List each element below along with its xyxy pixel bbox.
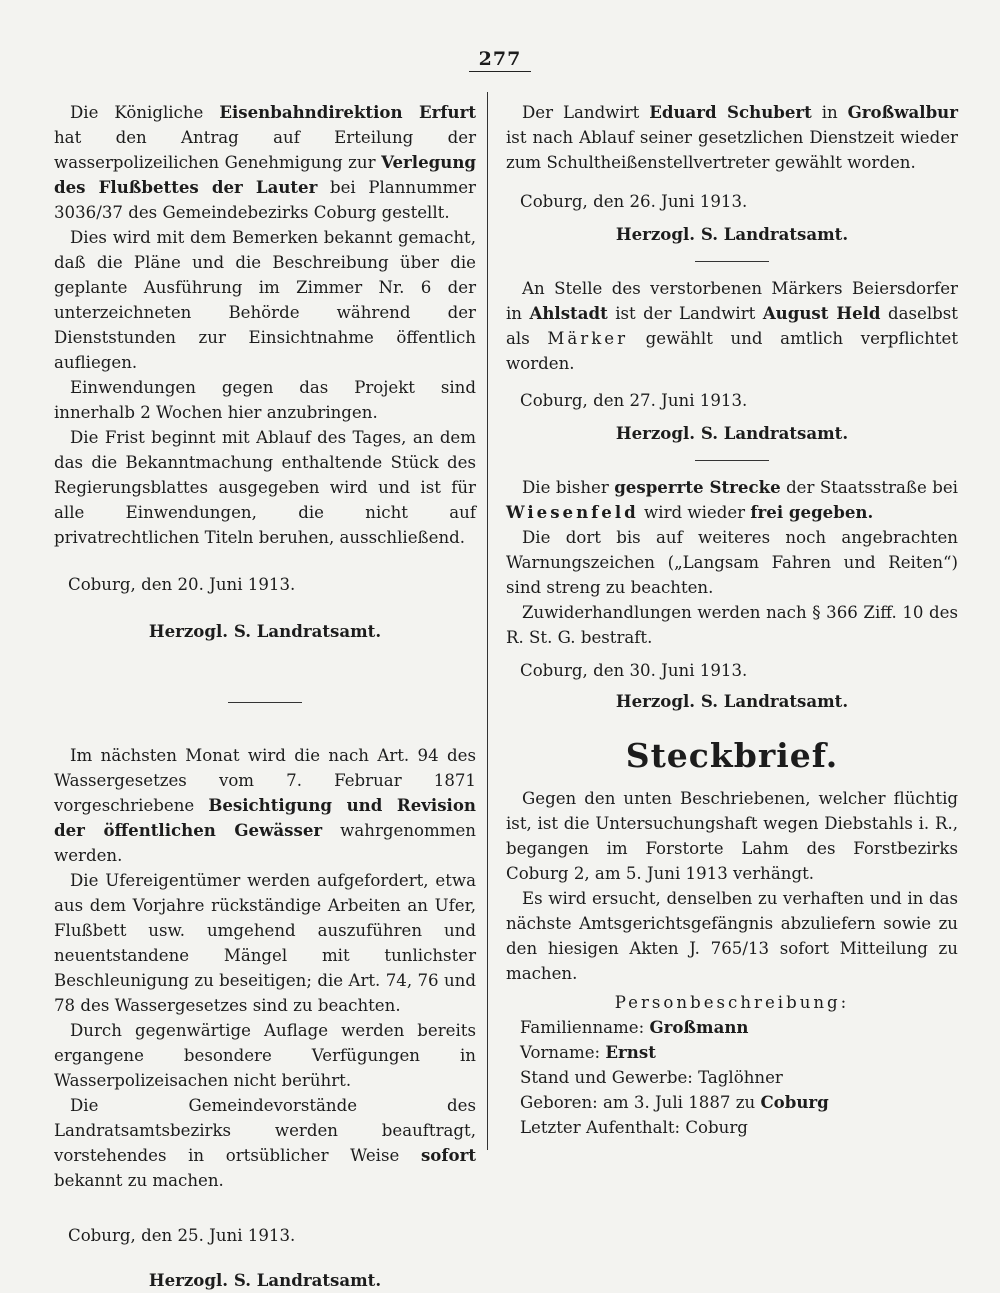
- page-number: 277: [0, 48, 1000, 72]
- notice-flussbett: [54, 100, 476, 644]
- notice-signature: Herzogl. S. Landratsamt.: [615, 423, 849, 443]
- notice-date: Coburg, den 26. Juni 1913.: [520, 192, 748, 211]
- stand-line: Stand und Gewerbe: Taglöhner: [520, 1068, 783, 1087]
- notice-paragraph: Der Landwirt Eduard Schubert in Großwalbur ist nach Ablauf seiner gesetzlichen Dienstzeit wieder zum Schultheißenstellvertreter gewählt worden.: [506, 102, 958, 172]
- right-column: [506, 100, 958, 1140]
- aufenthalt-line: Letzter Aufenthalt: Coburg: [520, 1118, 748, 1137]
- notice-date: Coburg, den 20. Juni 1913.: [68, 575, 296, 594]
- notice-signature: Herzogl. S. Landratsamt.: [615, 691, 849, 711]
- notice-gewaesser-revision: [54, 743, 476, 1293]
- notice-date: Coburg, den 27. Juni 1913.: [520, 391, 748, 410]
- notice-paragraph: Die dort bis auf weiteres noch angebrachten Warnungszeichen („Langsam Fahren und Reiten“) sind streng zu beachten.: [506, 528, 958, 597]
- column-divider: [487, 92, 488, 1150]
- notice-paragraph: Dies wird mit dem Bemerken bekannt gemacht, daß die Pläne und die Beschreibung über die geplante Ausführung im Zimmer Nr. 6 der unterzeichneten Behörde während der Dienststunden zur Einsichtnahme öffentlich aufliegen.: [54, 228, 476, 372]
- notice-signature: Herzogl. S. Landratsamt.: [148, 1270, 382, 1290]
- notice-maerker: [506, 276, 958, 446]
- notice-paragraph: Zuwiderhandlungen werden nach § 366 Ziff. 10 des R. St. G. bestraft.: [506, 603, 958, 647]
- notice-paragraph: Die bisher gesperrte Strecke der Staatsstraße bei Wiesenfeld wird wieder frei gegeben.: [506, 477, 958, 522]
- notice-schultheiss: [506, 100, 958, 247]
- notice-paragraph: Die Ufereigentümer werden aufgefordert, etwa aus dem Vorjahre rückständige Arbeiten an Ufer, Flußbett usw. umgehend auszuführen und neuentstandene Mängel mit tunlichster Beschleunigung zu beseitigen; die Art. 74, 76 und 78 des Wassergesetzes sind zu beachten.: [54, 871, 476, 1015]
- notice-paragraph: Die Frist beginnt mit Ablauf des Tages, an dem das die Bekanntmachung enthaltende Stück des Regierungsblattes ausgegeben wird und ist für alle Einwendungen, die nicht auf privatrechtlichen Titeln beruhen, ausschließend.: [54, 428, 476, 547]
- notice-date: Coburg, den 30. Juni 1913.: [520, 661, 748, 680]
- notice-date: Coburg, den 25. Juni 1913.: [68, 1226, 296, 1245]
- personbeschreibung-heading: Personbeschreibung:: [614, 993, 850, 1012]
- familienname-line: Familienname: Großmann: [520, 1017, 749, 1037]
- notice-paragraph: Im nächsten Monat wird die nach Art. 94 des Wassergesetzes vom 7. Februar 1871 vorgeschriebene Besichtigung und Revision der öffentlichen Gewässer wahrgenommen werden.: [54, 746, 476, 865]
- notice-steckbrief: [506, 786, 958, 1140]
- steckbrief-title: Steckbrief.: [625, 736, 839, 775]
- notice-signature: Herzogl. S. Landratsamt.: [148, 621, 382, 641]
- notice-signature: Herzogl. S. Landratsamt.: [615, 224, 849, 244]
- separator-rule: [228, 702, 302, 703]
- notice-strasse-freigabe: [506, 475, 958, 714]
- vorname-line: Vorname: Ernst: [520, 1042, 656, 1062]
- left-column: [54, 100, 476, 1293]
- notice-paragraph: Einwendungen gegen das Projekt sind innerhalb 2 Wochen hier anzubringen.: [54, 378, 476, 422]
- notice-paragraph: Die Gemeindevorstände des Landratsamtsbezirks werden beauftragt, vorstehendes in ortsüblicher Weise sofort bekannt zu machen.: [54, 1096, 476, 1190]
- notice-paragraph: Gegen den unten Beschriebenen, welcher flüchtig ist, ist die Untersuchungshaft wegen Diebstahls i. R., begangen im Forstorte Lahm des Forstbezirks Coburg 2, am 5. Juni 1913 verhängt.: [506, 789, 958, 883]
- notice-paragraph: An Stelle des verstorbenen Märkers Beiersdorfer in Ahlstadt ist der Landwirt August Held daselbst als Märker gewählt und amtlich verpflichtet worden.: [506, 279, 958, 373]
- notice-paragraph: Es wird ersucht, denselben zu verhaften und in das nächste Amtsgerichtsgefängnis abzuliefern sowie zu den hiesigen Akten J. 765/13 sofort Mitteilung zu machen.: [506, 889, 958, 983]
- geboren-line: Geboren: am 3. Juli 1887 zu Coburg: [520, 1092, 829, 1112]
- separator-rule: [695, 261, 769, 262]
- notice-paragraph: Durch gegenwärtige Auflage werden bereits ergangene besondere Verfügungen in Wasserpolizeisachen nicht berührt.: [54, 1021, 476, 1090]
- notice-paragraph: Die Königliche Eisenbahndirektion Erfurt hat den Antrag auf Erteilung der wasserpolizeilichen Genehmigung zur Verlegung des Flußbettes der Lauter bei Plannummer 3036/37 des Gemeindebezirks Coburg gestellt.: [54, 102, 476, 222]
- separator-rule: [695, 460, 769, 461]
